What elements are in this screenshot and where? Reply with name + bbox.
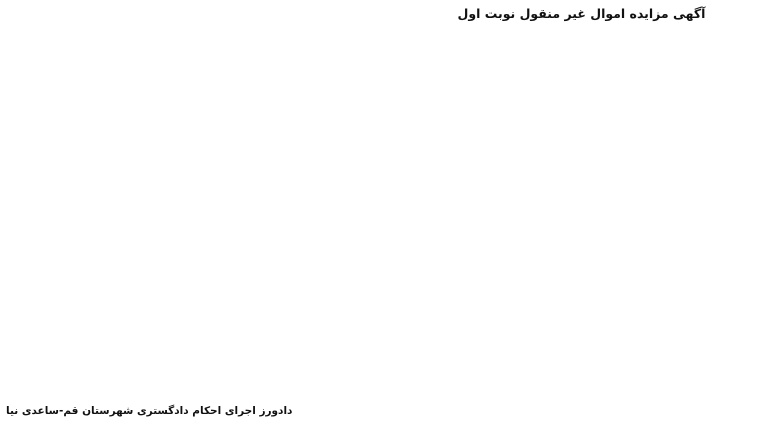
signature: دادورز اجرای احکام دادگستری شهرستان قم-ساعدی نیا xyxy=(6,405,293,417)
notice-columns xyxy=(6,6,770,418)
right-column-body xyxy=(393,25,770,418)
notice-title: آگهی مزایده اموال غیر منقول نوبت اول xyxy=(457,6,706,21)
left-column xyxy=(6,6,383,418)
left-column-body xyxy=(6,6,383,401)
right-column xyxy=(393,6,770,418)
